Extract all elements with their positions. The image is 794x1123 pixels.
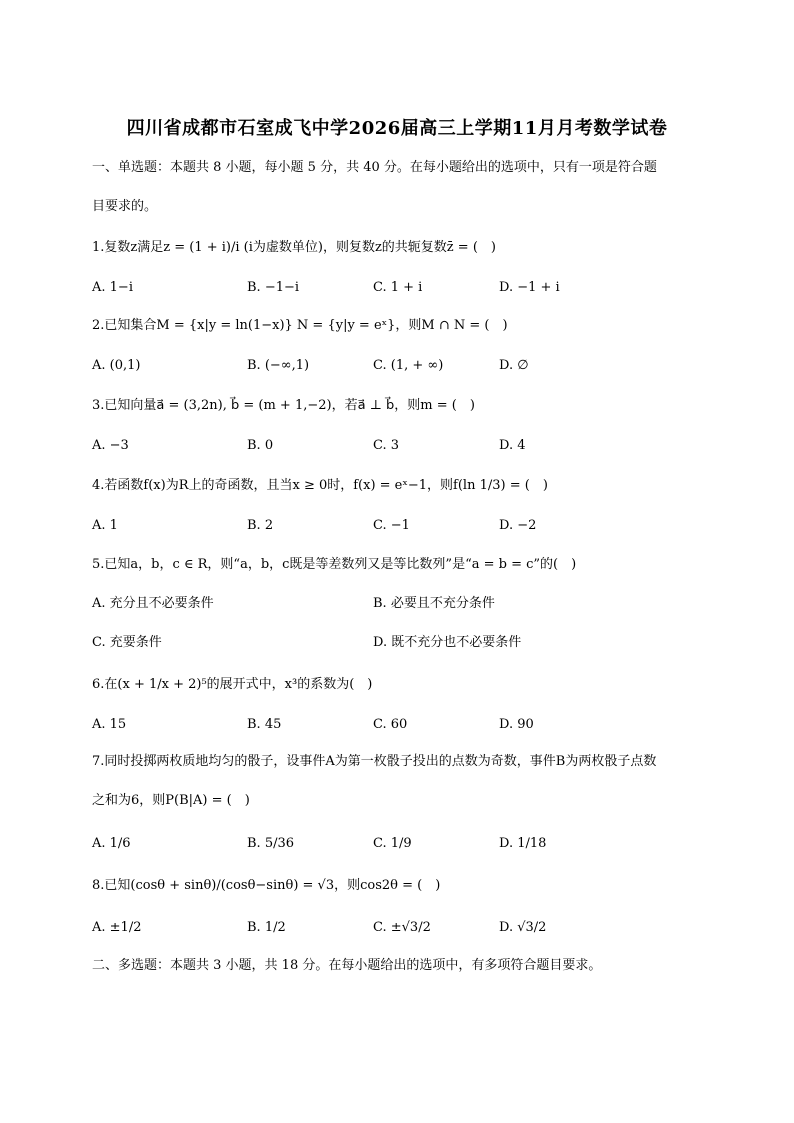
question-8-option-b: B. 1/2	[247, 920, 286, 935]
question-1-stem: 1.复数z满足z = (1 + i)/i (i为虚数单位)，则复数z的共轭复数z̄ = ( )	[92, 240, 496, 255]
question-8-option-d: D. √3/2	[499, 920, 547, 935]
question-7-option-d: D. 1/18	[499, 836, 547, 851]
question-4-stem: 4.若函数f(x)为R上的奇函数，且当x ≥ 0时，f(x) = eˣ−1，则f(ln 1/3) = ( )	[92, 478, 548, 493]
question-5-option-b: B. 必要且不充分条件	[373, 596, 495, 611]
question-6-option-c: C. 60	[373, 717, 408, 732]
question-5-option-a: A. 充分且不必要条件	[92, 596, 214, 611]
question-1-option-c: C. 1 + i	[373, 280, 423, 295]
question-6-option-d: D. 90	[499, 717, 534, 732]
question-4-option-a: A. 1	[92, 518, 118, 533]
question-4-option-c: C. −1	[373, 518, 410, 533]
question-7-stem: 7.同时投掷两枚质地均匀的骰子，设事件A为第一枚骰子投出的点数为奇数，事件B为两枚骰子点数	[92, 754, 657, 769]
question-8-option-c: C. ±√3/2	[373, 920, 431, 935]
question-8-stem: 8.已知(cosθ + sinθ)/(cosθ−sinθ) = √3，则cos2θ = ( )	[92, 878, 441, 893]
question-3-option-c: C. 3	[373, 438, 400, 453]
question-2-option-a: A. (0,1)	[92, 358, 141, 373]
question-1-option-a: A. 1−i	[92, 280, 133, 295]
question-1-option-b: B. −1−i	[247, 280, 300, 295]
question-8-option-a: A. ±1/2	[92, 920, 142, 935]
question-3-option-a: A. −3	[92, 438, 129, 453]
section-1-heading: 一、单选题：本题共 8 小题，每小题 5 分，共 40 分。在每小题给出的选项中，只有一项是符合题	[92, 160, 657, 175]
question-3-option-d: D. 4	[499, 438, 526, 453]
question-2-stem: 2.已知集合M = {x|y = ln(1−x)} N = {y|y = eˣ}，则M ∩ N = ( )	[92, 318, 508, 333]
document-title: 四川省成都市石室成飞中学2026届高三上学期11月月考数学试卷	[126, 118, 668, 139]
question-5-stem: 5.已知a，b，c ∈ R，则“a，b，c既是等差数列又是等比数列”是“a = b = c”的( )	[92, 557, 577, 572]
question-4-option-d: D. −2	[499, 518, 537, 533]
question-5-option-c: C. 充要条件	[92, 635, 162, 650]
question-6-option-b: B. 45	[247, 717, 282, 732]
question-3-stem: 3.已知向量a⃗ = (3,2n), b⃗ = (m + 1,−2)，若a⃗ ⊥ b⃗，则m = ( )	[92, 398, 475, 413]
question-1-option-d: D. −1 + i	[499, 280, 560, 295]
question-2-option-d: D. ∅	[499, 358, 529, 373]
question-7-option-b: B. 5/36	[247, 836, 295, 851]
question-7-stem-cont: 之和为6，则P(B|A) = ( )	[92, 793, 250, 808]
question-2-option-c: C. (1, + ∞)	[373, 358, 444, 373]
question-2-option-b: B. (−∞,1)	[247, 358, 310, 373]
question-6-stem: 6.在(x + 1/x + 2)⁵的展开式中，x³的系数为( )	[92, 677, 373, 692]
question-3-option-b: B. 0	[247, 438, 274, 453]
section-2-heading: 二、多选题：本题共 3 小题，共 18 分。在每小题给出的选项中，有多项符合题目要求。	[92, 958, 602, 973]
question-6-option-a: A. 15	[92, 717, 127, 732]
question-5-option-d: D. 既不充分也不必要条件	[373, 635, 522, 650]
question-7-option-c: C. 1/9	[373, 836, 412, 851]
question-7-option-a: A. 1/6	[92, 836, 131, 851]
question-4-option-b: B. 2	[247, 518, 274, 533]
section-1-heading-cont: 目要求的。	[92, 199, 158, 214]
